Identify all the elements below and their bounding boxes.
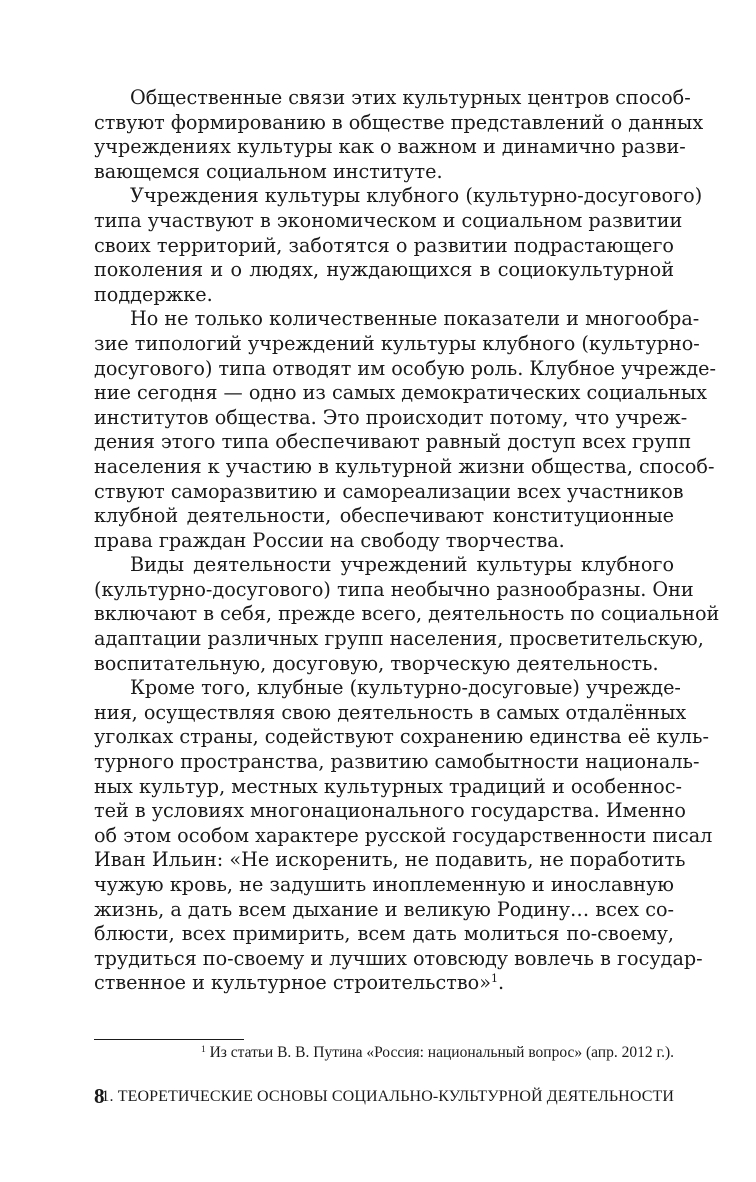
text-line — [94, 234, 674, 259]
text-line-content: об этом особом характере русской государственности писал — [94, 823, 713, 847]
text-line-content: права граждан России на свободу творчества. — [94, 528, 565, 552]
text-line-content: Общественные связи этих культурных центров способ- — [130, 86, 691, 109]
text-line-content: Но не только количественные показатели и многообра- — [130, 307, 700, 331]
text-line-content: досугового) типа отводят им особую роль. Клубное учрежде- — [94, 356, 717, 380]
text-line-content: учреждениях культуры как о важном и динамично разви- — [94, 135, 686, 159]
text-line — [94, 676, 681, 701]
text-line — [94, 160, 674, 185]
text-line — [94, 454, 715, 480]
text-line — [94, 529, 674, 554]
text-line-content: поколения и о людях, нуждающихся в социокультурной — [94, 258, 674, 282]
text-line-content: институтов общества. Это происходит потому, что учреж- — [94, 405, 688, 429]
text-line — [94, 430, 692, 455]
paragraph — [94, 676, 713, 996]
main-text — [94, 86, 720, 996]
text-line — [94, 553, 674, 578]
text-line-content: зие типологий учреждений культуры клубного (культурно- — [94, 331, 700, 355]
text-line — [94, 652, 674, 677]
text-line-content: Виды деятельности учреждений культуры клубного — [130, 553, 674, 577]
text-line-content: клубной деятельности, обеспечивают конституционные — [94, 504, 674, 528]
text-line-content: включают в себя, прежде всего, деятельность по социальной — [94, 602, 720, 626]
text-line-content: своих территорий, заботятся о развитии подрастающего — [94, 233, 674, 257]
text-line-content: адаптации различных групп населения, просветительскую, — [94, 627, 704, 651]
text-line-content: ствуют формированию в обществе представлений о данных — [94, 110, 704, 134]
text-line — [94, 405, 688, 431]
text-line-content: типа участвуют в экономическом и социальном развитии — [94, 208, 683, 232]
text-line — [94, 898, 674, 923]
text-line — [94, 135, 686, 160]
text-line — [94, 774, 682, 800]
text-line-content: ние сегодня — одно из самых демократических социальных — [94, 381, 707, 405]
paragraph — [94, 86, 704, 184]
text-line — [94, 307, 700, 332]
text-line-content: трудиться по-своему и лучших отовсюду вовлечь в государ- — [94, 946, 703, 970]
text-line — [94, 750, 700, 775]
text-line — [94, 700, 687, 726]
text-line — [94, 479, 684, 505]
running-title: 1. ТЕОРЕТИЧЕСКИЕ ОСНОВЫ СОЦИАЛЬНО-КУЛЬТУРНОЙ ДЕЯТЕЛЬНОСТИ — [101, 1088, 674, 1105]
text-line-content: ственное и культурное строительство» — [94, 971, 491, 995]
footnote-marker: 1 — [200, 1045, 206, 1055]
text-line — [94, 331, 700, 357]
text-line — [94, 873, 674, 898]
text-line-content: дения этого типа обеспечивают равный доступ всех групп — [94, 430, 692, 454]
text-line — [94, 946, 703, 972]
paragraph — [94, 184, 703, 307]
text-line — [94, 823, 713, 849]
footnote-separator — [94, 1039, 244, 1040]
footnote-reference[interactable]: 1 — [490, 972, 498, 986]
page-footer — [94, 1082, 674, 1110]
footnote-text: Из статьи В. В. Путина «Россия: национальный вопрос» (апр. 2012 г.). — [209, 1044, 674, 1061]
text-line — [94, 356, 717, 382]
text-line — [94, 971, 674, 996]
text-line-content: Иван Ильин: «Не искоренить, не подавить, не поработить — [94, 848, 686, 872]
text-line-content: (культурно-досугового) типа необычно разнообразны. Они — [94, 577, 694, 601]
text-line-content: турного пространства, развитию самобытности националь- — [94, 750, 700, 774]
page-number: 8 — [94, 1084, 105, 1108]
text-line — [94, 577, 694, 603]
text-line — [94, 504, 674, 529]
text-line-content: чужую кровь, не задушить иноплеменную и инославную — [94, 873, 674, 896]
text-line-content: воспитательную, досуговую, творческую деятельность. — [94, 651, 659, 675]
text-line — [94, 86, 691, 111]
text-line — [94, 725, 709, 750]
text-line — [94, 627, 704, 652]
text-line — [94, 381, 707, 406]
text-line-content: ствуют саморазвитию и самореализации всех участников — [94, 479, 684, 503]
text-line — [94, 848, 686, 873]
text-line-content: ния, осуществляя свою деятельность в самых отдалённых — [94, 700, 687, 724]
paragraph — [94, 553, 720, 676]
text-line — [94, 208, 683, 234]
text-line-content: уголках страны, содействуют сохранению единства её куль- — [94, 725, 709, 749]
text-line — [94, 283, 674, 308]
text-line-content: населения к участию в культурной жизни общества, способ- — [94, 454, 715, 478]
text-line-content: ных культур, местных культурных традиций и особеннос- — [94, 774, 682, 798]
text-line-content: поддержке. — [94, 282, 213, 306]
text-line — [94, 602, 720, 627]
text-line-content: Кроме того, клубные (культурно-досуговые) учрежде- — [130, 676, 681, 700]
text-line-content: Учреждения культуры клубного (культурно-досугового) — [130, 184, 703, 208]
paragraph — [94, 307, 717, 553]
text-line-content: жизнь, а дать всем дыхание и великую Родину… всех со- — [94, 897, 674, 921]
text-line — [94, 258, 674, 283]
text-line-content: вающемся социальном институте. — [94, 159, 443, 183]
text-line-content: тей в условиях многонационального государства. Именно — [94, 799, 686, 823]
text-line-content: блюсти, всех примирить, всем дать молиться по-своему, — [94, 922, 674, 946]
text-line — [94, 799, 686, 824]
text-line — [94, 184, 703, 209]
footnote — [94, 1043, 674, 1063]
text-line — [94, 922, 674, 947]
sentence-period: . — [497, 971, 505, 995]
text-line — [94, 110, 704, 136]
